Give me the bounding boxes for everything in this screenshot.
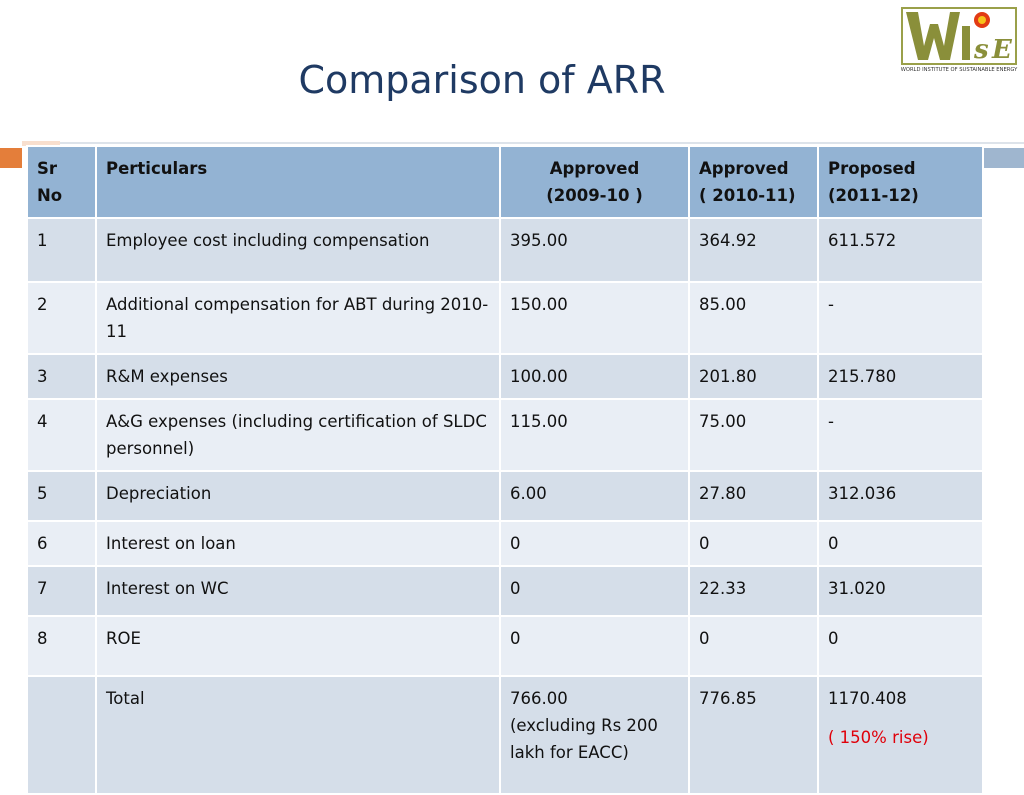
cell-particular: Interest on loan (96, 521, 500, 566)
total-2011-12-value: 1170.408 (828, 689, 907, 708)
cell-approved-2010-11: 85.00 (689, 282, 818, 354)
orange-accent-block (0, 148, 22, 168)
page-title: Comparison of ARR (298, 58, 666, 102)
cell-approved-2010-11: 22.33 (689, 566, 818, 616)
header-particulars: Perticulars (96, 146, 500, 218)
cell-proposed-2011-12: 31.020 (818, 566, 983, 616)
cell-particular: Depreciation (96, 471, 500, 521)
table-row (27, 566, 983, 616)
cell-total-approved-2009-10 (500, 676, 689, 794)
cell-sr: 6 (27, 521, 96, 566)
title-rule (60, 142, 1024, 144)
header-proposed-2011-12: Proposed (2011-12) (818, 146, 983, 218)
cell-particular: Interest on WC (96, 566, 500, 616)
cell-particular: Additional compensation for ABT during 2010-11 (96, 282, 500, 354)
cell-proposed-2011-12: 312.036 (818, 471, 983, 521)
cell-proposed-2011-12: - (818, 399, 983, 471)
wise-logo (900, 6, 1018, 74)
svg-text:s: s (974, 35, 989, 65)
cell-sr: 3 (27, 354, 96, 399)
cell-approved-2009-10: 0 (500, 616, 689, 676)
cell-total-proposed-2011-12 (818, 676, 983, 794)
cell-approved-2010-11: 0 (689, 616, 818, 676)
cell-approved-2010-11: 364.92 (689, 218, 818, 282)
table-row (27, 354, 983, 399)
cell-particular-total: Total (96, 676, 500, 794)
table-row (27, 521, 983, 566)
table-row (27, 218, 983, 282)
cell-approved-2010-11: 75.00 (689, 399, 818, 471)
cell-particular: R&M expenses (96, 354, 500, 399)
header-approved-2010-11: Approved ( 2010-11) (689, 146, 818, 218)
table-row (27, 616, 983, 676)
header-row (27, 146, 983, 218)
cell-sr: 5 (27, 471, 96, 521)
cell-proposed-2011-12: 0 (818, 616, 983, 676)
cell-approved-2010-11: 201.80 (689, 354, 818, 399)
svg-text:E: E (992, 35, 1012, 65)
total-2009-10-value: 766.00 (510, 689, 568, 708)
total-2009-10-note-line1: (excluding Rs 200 (510, 716, 658, 735)
cell-sr: 1 (27, 218, 96, 282)
table-row (27, 282, 983, 354)
cell-particular: ROE (96, 616, 500, 676)
cell-particular: Employee cost including compensation (96, 218, 500, 282)
cell-approved-2009-10: 100.00 (500, 354, 689, 399)
cell-proposed-2011-12: 611.572 (818, 218, 983, 282)
header-approved-2009-10: Approved (2009-10 ) (500, 146, 689, 218)
header-sr-no: Sr No (27, 146, 96, 218)
cell-approved-2010-11: 0 (689, 521, 818, 566)
cell-approved-2010-11: 27.80 (689, 471, 818, 521)
total-row (27, 676, 983, 794)
table-row (27, 399, 983, 471)
cell-sr: 8 (27, 616, 96, 676)
cell-particular: A&G expenses (including certification of SLDC personnel) (96, 399, 500, 471)
cell-proposed-2011-12: 0 (818, 521, 983, 566)
cell-sr: 4 (27, 399, 96, 471)
blue-accent-block (982, 148, 1024, 168)
logo-subtitle: WORLD INSTITUTE OF SUSTAINABLE ENERGY (900, 67, 1018, 73)
total-2009-10-note-line2: lakh for EACC) (510, 743, 629, 762)
table-row (27, 471, 983, 521)
cell-proposed-2011-12: 215.780 (818, 354, 983, 399)
cell-approved-2009-10: 0 (500, 521, 689, 566)
cell-approved-2009-10: 6.00 (500, 471, 689, 521)
cell-proposed-2011-12: - (818, 282, 983, 354)
cell-sr (27, 676, 96, 794)
cell-approved-2009-10: 0 (500, 566, 689, 616)
arr-comparison-table (26, 145, 984, 795)
cell-approved-2009-10: 150.00 (500, 282, 689, 354)
rise-percentage-note: ( 150% rise) (828, 728, 929, 747)
cell-sr: 2 (27, 282, 96, 354)
cell-total-approved-2010-11: 776.85 (689, 676, 818, 794)
cell-approved-2009-10: 115.00 (500, 399, 689, 471)
cell-approved-2009-10: 395.00 (500, 218, 689, 282)
cell-sr: 7 (27, 566, 96, 616)
